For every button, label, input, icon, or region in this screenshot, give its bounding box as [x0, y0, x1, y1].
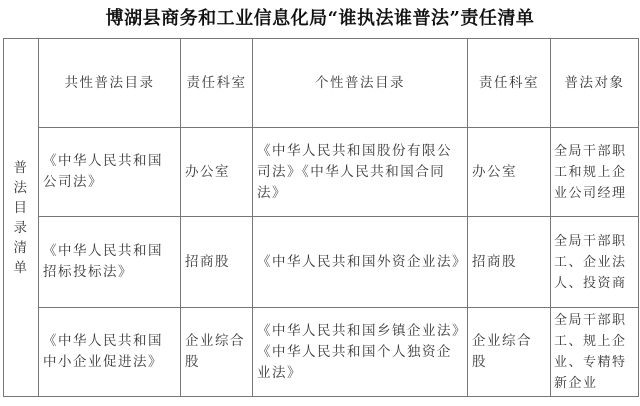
- dept-cell: 企业综合股: [468, 308, 551, 397]
- column-header-audience: 普法对象: [551, 39, 639, 128]
- dept-cell: 招商股: [181, 217, 253, 308]
- specific-law-cell: 《中华人民共和国外资企业法》: [253, 217, 468, 308]
- dept-cell: 办公室: [181, 128, 253, 217]
- dept-cell: 招商股: [468, 217, 551, 308]
- table-row: [4, 217, 639, 308]
- side-label: 普法目录清单: [4, 39, 39, 397]
- dept-cell: 企业综合股: [181, 308, 253, 397]
- specific-law-cell: 《中华人民共和国乡镇企业法》《中华人民共和国个人独资企业法》: [253, 308, 468, 397]
- column-header-specific-law: 个性普法目录: [253, 39, 468, 128]
- audience-cell: 全局干部职工和规上企业公司经理: [551, 128, 639, 217]
- column-header-dept: 责任科室: [181, 39, 253, 128]
- page-title: 博湖县商务和工业信息化局“谁执法谁普法”责任清单: [105, 8, 535, 29]
- audience-cell: 全局干部职工、规上企业、专精特新企业: [551, 308, 639, 397]
- column-header-common-law: 共性普法目录: [39, 39, 181, 128]
- table-row: [4, 308, 639, 397]
- specific-law-cell: 《中华人民共和国股份有限公司法》《中华人民共和国合同法》: [253, 128, 468, 217]
- table-header-row: [4, 39, 639, 128]
- responsibility-table: [3, 38, 639, 397]
- common-law-cell: 《中华人民共和国中小企业促进法》: [39, 308, 181, 397]
- common-law-cell: 《中华人民共和国招标投标法》: [39, 217, 181, 308]
- table-row: [4, 128, 639, 217]
- audience-cell: 全局干部职工、企业法人、投资商: [551, 217, 639, 308]
- common-law-cell: 《中华人民共和国公司法》: [39, 128, 181, 217]
- column-header-dept: 责任科室: [468, 39, 551, 128]
- dept-cell: 办公室: [468, 128, 551, 217]
